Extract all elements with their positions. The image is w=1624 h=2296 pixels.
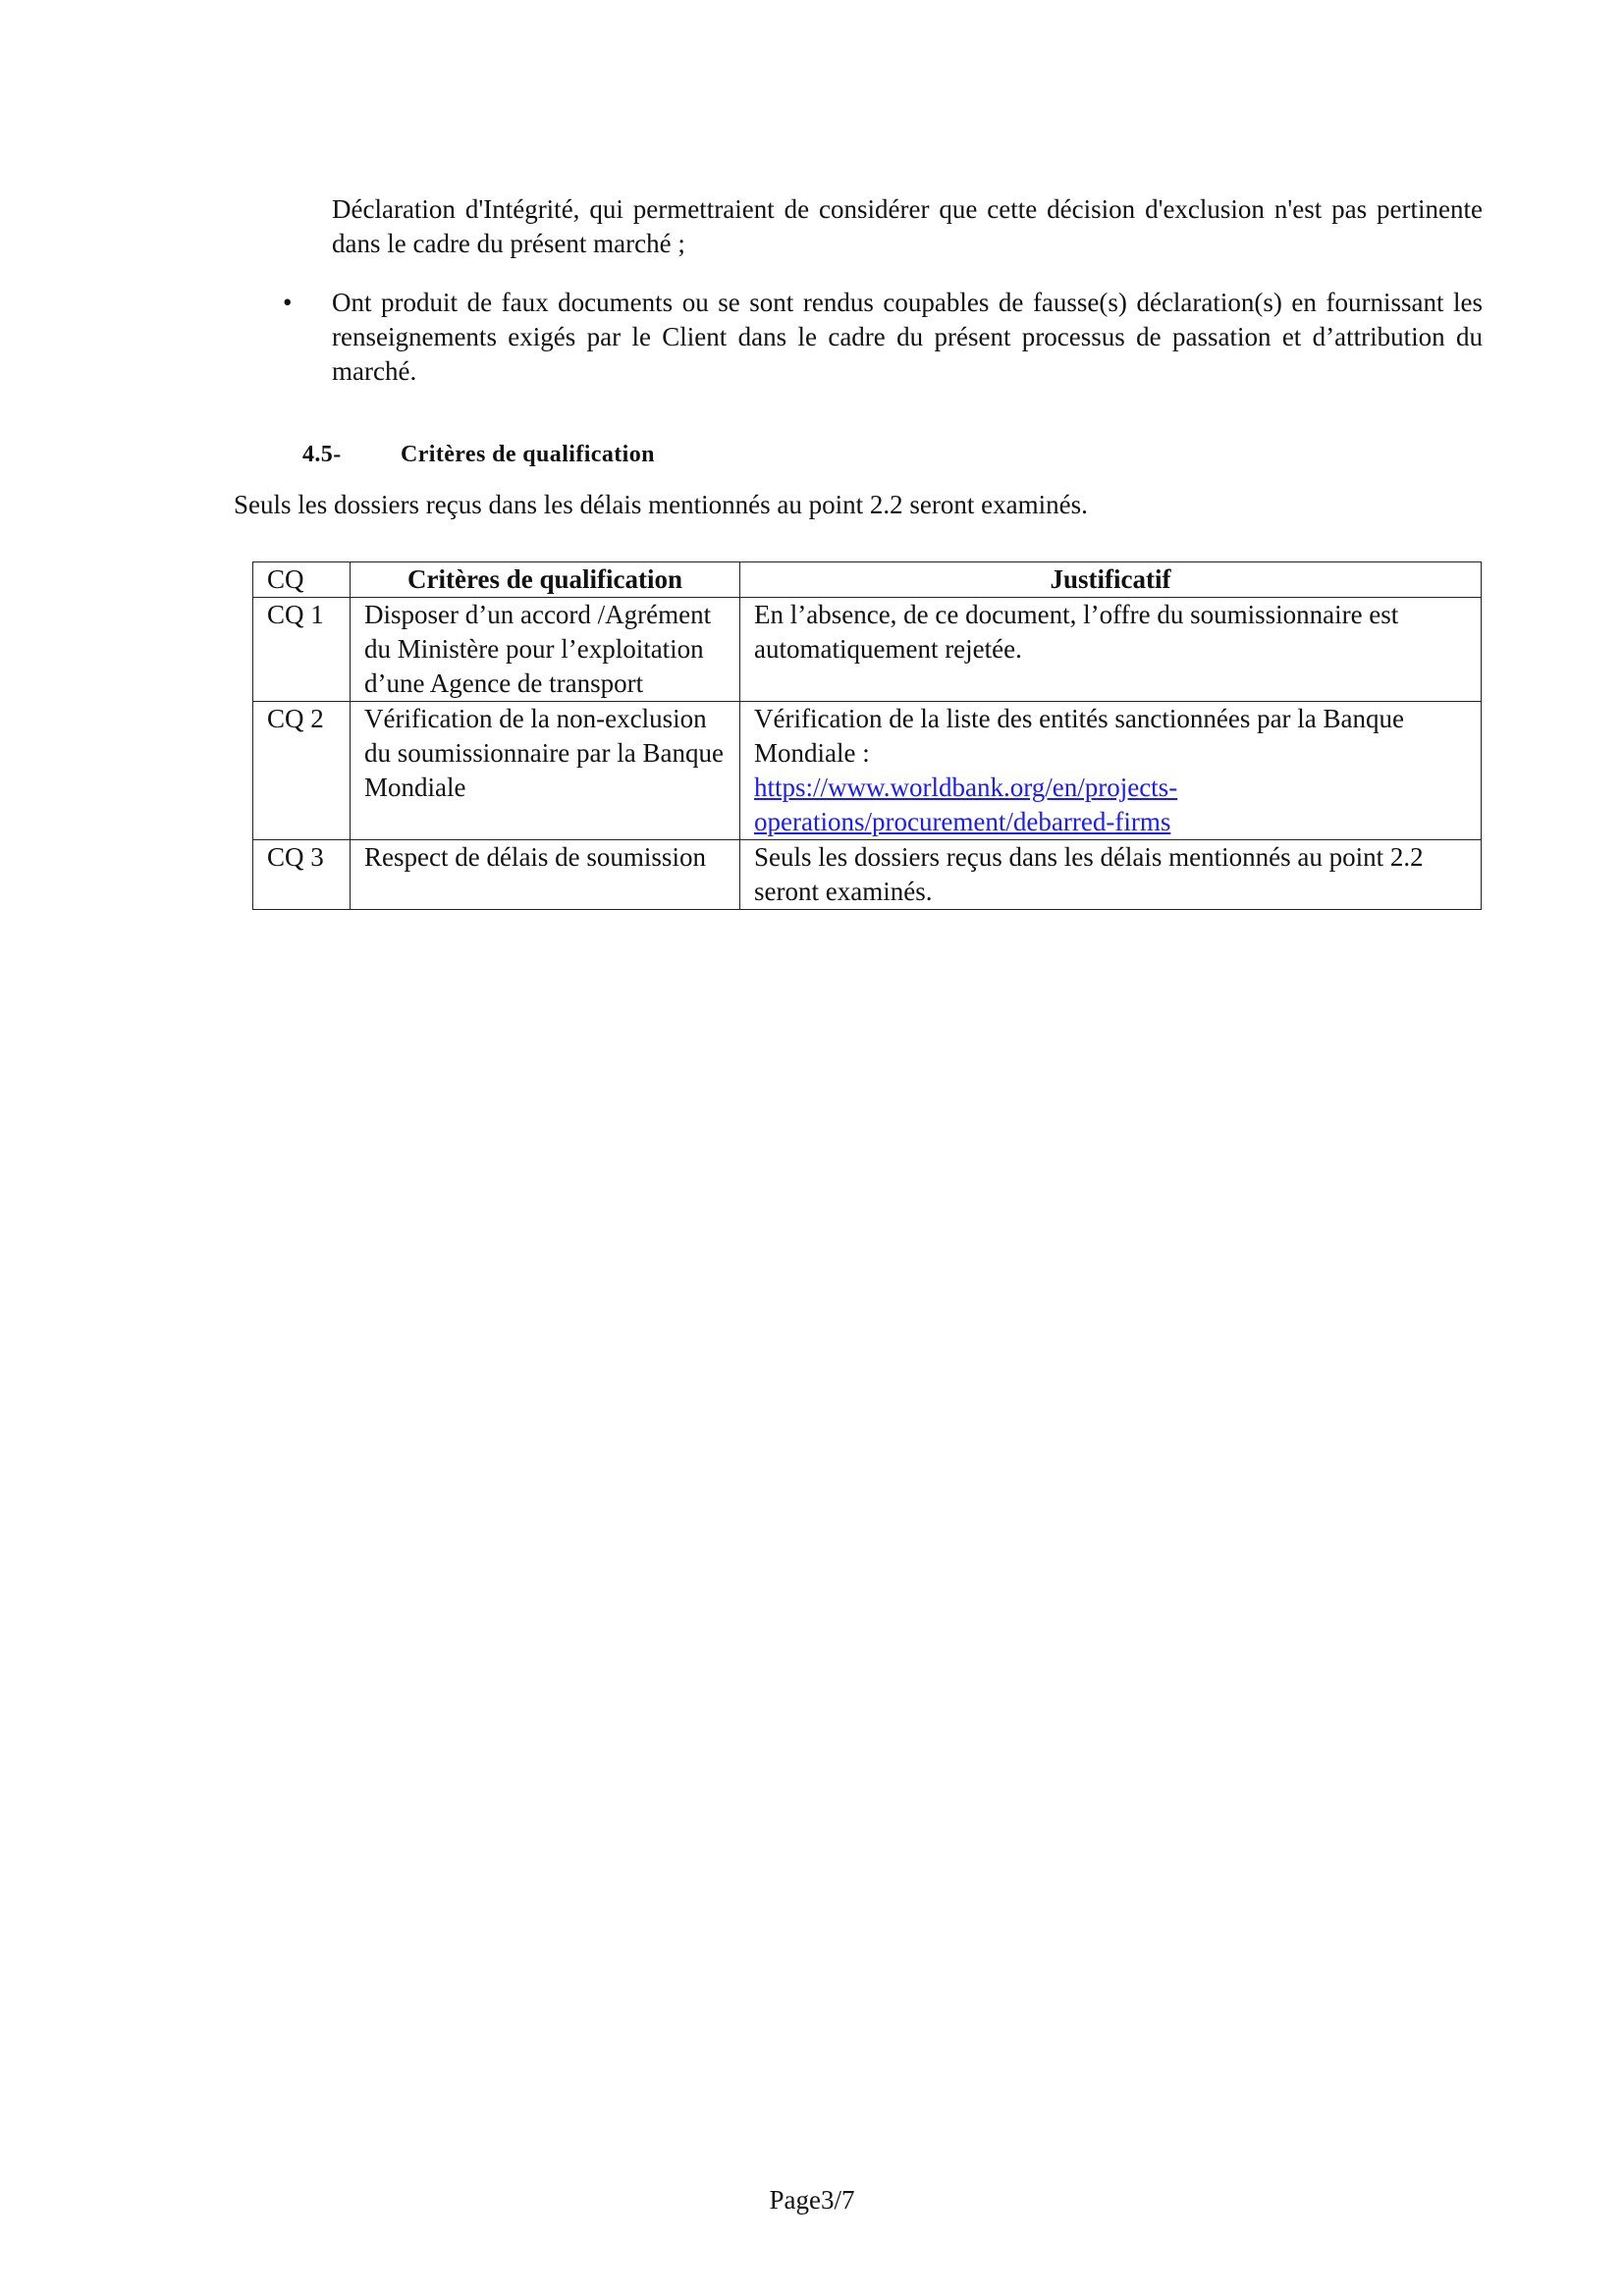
section-number: 4.5- xyxy=(302,442,342,467)
header-justification: Justificatif xyxy=(740,562,1482,598)
debarred-firms-link[interactable]: https://www.worldbank.org/en/projects-operations/procurement/debarred-firms xyxy=(754,773,1178,836)
section-intro: Seuls les dossiers reçus dans les délais mentionnés au point 2.2 seront examinés. xyxy=(234,490,1088,519)
header-criteria: Critères de qualification xyxy=(351,562,740,598)
row-code: CQ 2 xyxy=(253,702,351,840)
table-row xyxy=(253,598,1482,702)
row-criteria: Vérification de la non-exclusion du soumissionnaire par la Banque Mondiale xyxy=(351,702,740,840)
page-number: Page3/7 xyxy=(769,2185,855,2215)
row-justification xyxy=(740,840,1482,910)
table-row xyxy=(253,840,1482,910)
table-header-row xyxy=(253,562,1482,598)
qualification-criteria-table xyxy=(252,561,1482,910)
bullet-icon: • xyxy=(283,288,293,317)
row-code: CQ 1 xyxy=(253,598,351,702)
row-code: CQ 3 xyxy=(253,840,351,910)
row-criteria: Respect de délais de soumission xyxy=(351,840,740,910)
row-justification-text: Seuls les dossiers reçus dans les délais mentionnés au point 2.2 seront examinés. xyxy=(754,842,1424,906)
row-justification xyxy=(740,598,1482,702)
row-justification xyxy=(740,702,1482,840)
section-title: Critères de qualification xyxy=(401,442,655,467)
continuation-paragraph: Déclaration d'Intégrité, qui permettraient de considérer que cette décision d'exclusion n'est pas pertinente dans le cadre du présent marché ; xyxy=(332,194,1483,258)
row-justification-text: Vérification de la liste des entités sanctionnées par la Banque Mondiale : xyxy=(754,704,1405,768)
section-heading xyxy=(302,440,655,469)
row-criteria: Disposer d’un accord /Agrément du Ministère pour l’exploitation d’une Agence de transport xyxy=(351,598,740,702)
header-cq: CQ xyxy=(253,562,351,598)
table-row xyxy=(253,702,1482,840)
row-justification-text: En l’absence, de ce document, l’offre du soumissionnaire est automatiquement rejetée. xyxy=(754,600,1399,664)
bullet-text: Ont produit de faux documents ou se sont rendus coupables de fausse(s) déclaration(s) en fournissant les renseignements exigés par le Client dans le cadre du présent processus de passation et d’attribution du marché. xyxy=(332,288,1483,386)
